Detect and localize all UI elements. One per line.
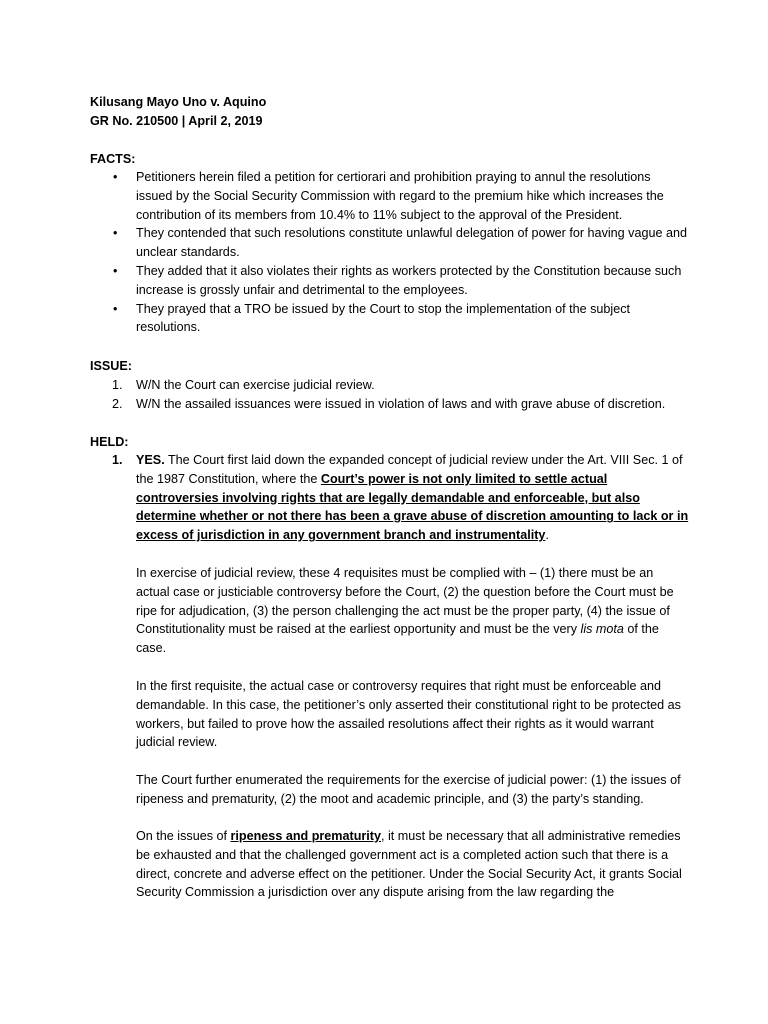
issue-text: W/N the Court can exercise judicial review. — [136, 378, 375, 392]
bullet-icon: • — [113, 170, 118, 184]
paragraph-text: In exercise of judicial review, these 4 requisites must be complied with – (1) there must be an actual case or justiciable controversy before the Court, (2) the question before the Court must be ripe for adjudication, (3) the person challenging the act must be the proper party, (4) the issue of Constitutionality must be raised at the earliest opportunity and must be the very — [136, 566, 674, 637]
fact-text: They contended that such resolutions constitute unlawful delegation of power for having vague and unclear standards. — [136, 226, 687, 260]
bullet-icon: • — [113, 226, 118, 241]
paragraph-enumerated-requirements: The Court further enumerated the requirements for the exercise of judicial power: (1) the issues of ripeness and prematurity, (2) the moot and academic principle, and (3) the party’s standing. — [136, 773, 681, 806]
ruling-text: The Court first laid down the expanded concept of judicial review under the Art. VIII Sec. 1 of the 1987 Constitution, where the — [136, 453, 683, 486]
list-item — [90, 300, 690, 338]
case-header — [90, 93, 690, 131]
paragraph-text: On the issues of — [136, 829, 231, 843]
list-item — [90, 224, 690, 262]
paragraph-text-end: of the case. — [136, 622, 659, 656]
lis-mota-term: lis mota — [580, 622, 624, 637]
list-item — [90, 451, 690, 545]
case-name: Kilusang Mayo Uno v. Aquino — [90, 95, 267, 109]
item-number: 1. — [112, 378, 123, 392]
fact-text: Petitioners herein filed a petition for certiorari and prohibition praying to annul the resolutions issued by the Social Security Commission with regard to the premium hike which increases the contribution of its members from 10.4% to 11% subject to the approval of the President. — [136, 170, 664, 222]
paragraph-requisites — [136, 564, 684, 658]
ripeness-term: ripeness and prematurity — [230, 829, 381, 843]
list-item — [90, 168, 690, 224]
list-item — [90, 395, 690, 414]
issue-list — [90, 376, 690, 414]
held-label: HELD: — [90, 435, 129, 449]
item-number: 2. — [112, 396, 123, 411]
issue-text: W/N the assailed issuances were issued in violation of laws and with grave abuse of discretion. — [136, 396, 666, 411]
paragraph-text-end: , it must be necessary that all administrative remedies be exhausted and that the challenged government act is a completed action such that there is a direct, concrete and adverse effect on the petitioner. Under the Social Security Act, it grants Social Security Commission a jurisdiction over any dispute arising from the law regarding the — [136, 829, 682, 900]
fact-text: They prayed that a TRO be issued by the Court to stop the implementation of the subject resolutions. — [136, 301, 630, 335]
ruling-emphasis: Court’s power is not only limited to settle actual controversies involving rights that are legally demandable and enforceable, but also determine whether or not there has been a grave abuse of discretion amounting to lack or in excess of jurisdiction in any government branch and instrumentality — [136, 471, 689, 543]
held-list — [90, 451, 690, 545]
bullet-icon: • — [113, 263, 118, 278]
ruling-text-end: . — [545, 528, 549, 543]
issue-label: ISSUE: — [90, 359, 132, 373]
paragraph-ripeness — [136, 827, 684, 902]
bullet-icon: • — [113, 301, 118, 316]
gr-number-date: GR No. 210500 | April 2, 2019 — [90, 113, 263, 128]
paragraph-first-requisite: In the first requisite, the actual case or controversy requires that right must be enforceable and demandable. In this case, the petitioner’s only asserted their constitutional right to be protected as workers, but failed to prove how the assailed resolutions affect their rights as it would warrant judicial review. — [136, 679, 681, 750]
facts-label: FACTS: — [90, 152, 136, 166]
ruling-answer: YES. — [136, 453, 165, 467]
facts-list — [90, 168, 690, 337]
list-item — [90, 376, 690, 395]
fact-text: They added that it also violates their rights as workers protected by the Constitution because such increase is grossly unfair and detrimental to the employees. — [136, 263, 682, 297]
list-item — [90, 262, 690, 300]
item-number: 1. — [112, 453, 123, 467]
